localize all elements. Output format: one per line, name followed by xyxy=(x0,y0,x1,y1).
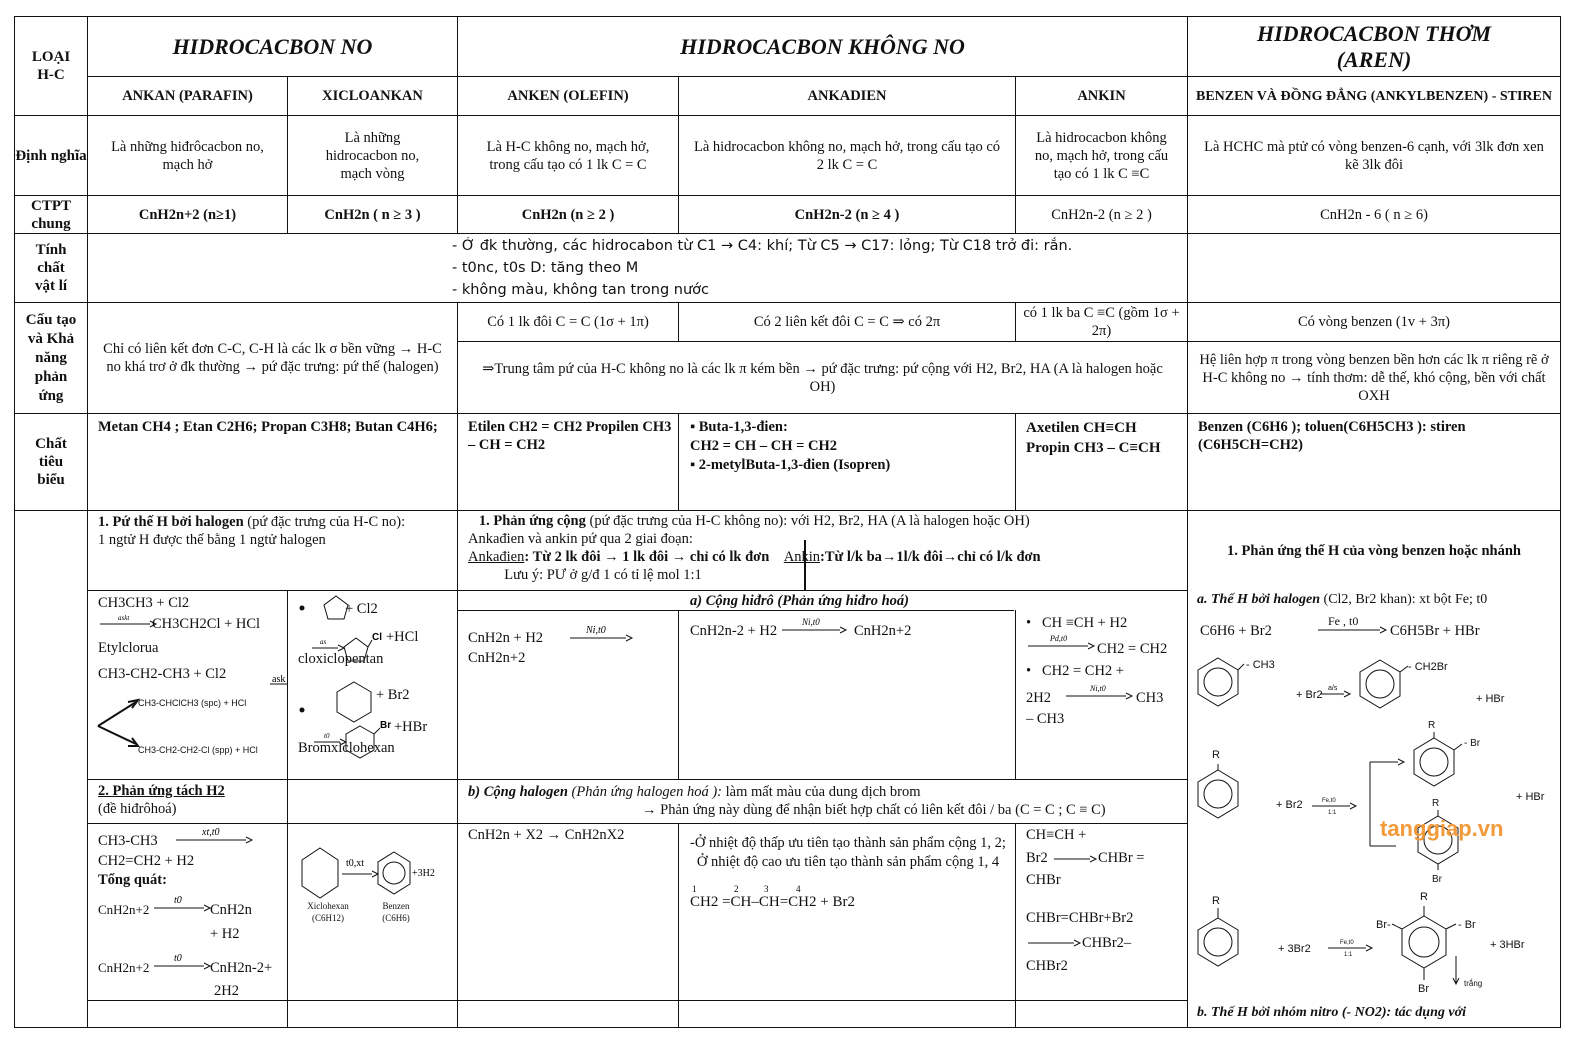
svg-text:+ HBr: + HBr xyxy=(1476,693,1505,705)
grid-line xyxy=(457,610,1014,611)
svg-text:1:1: 1:1 xyxy=(1328,810,1337,816)
grid-line xyxy=(287,590,288,1028)
grid-line xyxy=(14,233,1561,234)
def-ankadien: Là hidrocacbon không no, mạch hở, trong cấu tạo có 2 lk C = C xyxy=(693,138,1001,173)
svg-text:+ 3Br2: + 3Br2 xyxy=(1278,943,1311,955)
eq-tach-4: CnH2n+2 xyxy=(98,960,150,975)
eq-xiclo-3: cloxiclopentan xyxy=(298,651,384,667)
arrow-ankan-1 xyxy=(98,616,158,628)
svg-text:- Br: - Br xyxy=(1458,919,1476,931)
reaction-hydrogenation-title: a) Cộng hiđrô (Phản ứng hiđro hoá) xyxy=(690,593,909,609)
svg-text:1:1: 1:1 xyxy=(1344,952,1353,958)
svg-text:trắng: trắng xyxy=(1464,979,1483,988)
arrow-ankin-x2-2 xyxy=(1026,934,1082,948)
def-anken: Là H-C không no, mạch hở, trong cấu tạo có 1 lk C = C xyxy=(486,138,650,173)
typical-anken: Etilen CH2 = CH2 Propilen CH3 – CH = CH2 xyxy=(468,419,672,453)
eq-ankin-h2-1: • CH ≡CH + H2 xyxy=(1026,615,1128,631)
ctpt-ankan: CnH2n+2 (n≥1) xyxy=(138,206,237,223)
reaction-aromatic-substitution: 1. Phản ứng thế H của vòng benzen hoặc nhánh xyxy=(1227,542,1521,559)
svg-text:as: as xyxy=(320,638,327,646)
eq-ankadien-x2-eq: CH2 =CH–CH=CH2 + Br2 xyxy=(690,894,855,910)
row-label-dinh-nghia: Định nghĩa xyxy=(15,147,87,164)
eq-tach-3-h2: + H2 xyxy=(210,926,240,942)
eq-ankin-h2-6: – CH3 xyxy=(1026,711,1065,727)
group-hidrocacbon-no: HIDROCACBON NO xyxy=(172,33,373,59)
typical-ankin: Axetilen CH≡CH Propin CH3 – C≡CH xyxy=(1026,420,1161,456)
def-xicloankan: Là những hidrocacbon no, mạch vòng xyxy=(325,129,420,182)
group-hidrocacbon-khong-no: HIDROCACBON KHÔNG NO xyxy=(680,33,965,59)
def-ankin: Là hidrocacbon không no, mạch hở, trong cấu tạo có 1 lk C ≡C xyxy=(1034,129,1169,182)
svg-text:askt: askt xyxy=(118,614,130,622)
def-ankan: Là những hiđrôcacbon no, mạch hở xyxy=(111,138,264,173)
eq-xiclo-2: +HCl xyxy=(386,629,419,645)
grid-line xyxy=(678,413,679,511)
reaction-halogen-substitution: a. Thế H bởi halogen (Cl2, Br2 khan): xt bột Fe; t0 xyxy=(1197,592,1488,607)
structure-ankin: có 1 lk ba C ≡C (gồm 1σ + 2π) xyxy=(1023,305,1180,339)
eq-ankadien-h2-product: CnH2n+2 xyxy=(854,623,912,639)
grid-line xyxy=(1015,413,1016,511)
eq-ankan-6: CH3-CH2-CH2-Cl (spp) + HCl xyxy=(138,745,258,755)
svg-text:Br: Br xyxy=(1432,874,1442,885)
arrow-ankin-h2-2 xyxy=(1064,684,1134,700)
svg-text:t0: t0 xyxy=(174,895,182,906)
arrow-tach-1 xyxy=(174,826,254,844)
physical-line-1: - Ở đk thường, các hidrocabon từ C1 → C4: khí; Từ C5 → C17: lỏng; Từ C18 trở đi: rắn. xyxy=(452,238,1073,254)
svg-text:- CH3: - CH3 xyxy=(1246,659,1275,671)
eq-tach-3: CnH2n+2 xyxy=(98,902,150,917)
svg-text:Pd,t0: Pd,t0 xyxy=(1050,634,1068,643)
eq-tach-3-product: CnH2n xyxy=(210,902,252,918)
ctpt-anken: CnH2n (n ≥ 2 ) xyxy=(521,206,615,223)
svg-text:4: 4 xyxy=(796,884,801,894)
watermark: tanggiap.vn xyxy=(1380,816,1504,841)
typical-ankadien-3: ▪ 2-metylButa-1,3-đien (Isopren) xyxy=(690,457,891,473)
eq-ankan-1: CH3CH3 + Cl2 xyxy=(98,595,190,611)
group-hidrocacbon-thom: HIDROCACBON THƠM (AREN) xyxy=(1256,20,1492,72)
eq-tach-4-product: CnH2n-2+ xyxy=(210,960,273,976)
svg-text:+ 3HBr: + 3HBr xyxy=(1490,939,1525,951)
svg-text:Ni,t0: Ni,t0 xyxy=(802,617,820,627)
typical-benzen: Benzen (C6H6 ); toluen(C6H5CH3 ): stiren (C6H5CH=CH2) xyxy=(1198,419,1466,453)
svg-text:R: R xyxy=(1428,720,1436,731)
structure-benzen-general: Hệ liên hợp π trong vòng benzen bền hơn các lk π riêng rẽ ở H-C không no → tính thơm: dễ thế, khó cộng, bền với chất OXH xyxy=(1199,351,1549,404)
eq-ankan-3: Etylclorua xyxy=(98,640,159,656)
svg-text:Br-: Br- xyxy=(1376,919,1391,931)
svg-text:1: 1 xyxy=(692,884,697,894)
eq-xiclo-6: Bromxiclohexan xyxy=(298,740,395,756)
ctpt-xicloankan: CnH2n ( n ≥ 3 ) xyxy=(324,206,421,223)
arrow-tach-3 xyxy=(152,894,212,912)
col-benzen: BENZEN VÀ ĐỒNG ĐẲNG (ANKYLBENZEN) - STIREN xyxy=(1195,88,1552,104)
col-anken: ANKEN (OLEFIN) xyxy=(507,88,629,104)
svg-text:Fe,t0: Fe,t0 xyxy=(1322,798,1336,804)
svg-text:t0: t0 xyxy=(174,953,182,964)
reaction-addition-header: 1. Phản ứng cộng (pứ đặc trưng của H-C không no): với H2, Br2, HA (A là halogen hoặc OH) Ankađien và ankin pứ qua 2 giai đoạn: Ankađien: Từ 2 lk đôi → 1 lk đôi → chỉ có lk đơn Ankin:Từ l/k ba→1l/k đôi→chỉ có l/k đơn Lưu ý: PƯ ở g/đ 1 có tỉ lệ mol 1:1 xyxy=(468,513,1041,583)
svg-text:R: R xyxy=(1212,749,1220,761)
svg-text:+ HBr: + HBr xyxy=(1516,791,1545,803)
eq-ankin-h2-3: • CH2 = CH2 + xyxy=(1026,663,1124,679)
row-label-cau-tao: Cấu tạo và Khả năng phản ứng xyxy=(25,311,77,404)
col-ankadien: ANKADIEN xyxy=(807,88,887,104)
col-ankin: ANKIN xyxy=(1077,88,1126,104)
row-label-chat-tieu-bieu: Chất tiêu biểu xyxy=(35,436,67,488)
svg-text:R: R xyxy=(1432,798,1440,809)
ctpt-benzen: CnH2n - 6 ( n ≥ 6) xyxy=(1320,206,1428,223)
ctpt-ankin: CnH2n-2 (n ≥ 2 ) xyxy=(1051,206,1152,223)
physical-line-2: - t0nc, t0s D: tăng theo M xyxy=(452,260,639,276)
svg-text:R: R xyxy=(1420,891,1428,903)
typical-no: Metan CH4 ; Etan C2H6; Propan C3H8; Butan C4H6; xyxy=(98,419,438,435)
eq-ankin-x2-3: CHBr = xyxy=(1098,850,1145,866)
eq-tach-4-h2: 2H2 xyxy=(214,983,239,999)
arrow-anken-h2 xyxy=(568,624,634,642)
label-xiclohexan: Xiclohexan (C6H12) xyxy=(307,901,349,923)
eq-benzen-1-product: C6H5Br + HBr xyxy=(1390,623,1480,639)
svg-text:Fe,t0: Fe,t0 xyxy=(1340,940,1354,946)
svg-text:t0,xt: t0,xt xyxy=(346,858,365,869)
svg-text:3: 3 xyxy=(764,884,769,894)
grid-line xyxy=(1015,823,1016,1028)
structure-benzen: Có vòng benzen (1v + 3π) xyxy=(1297,314,1450,330)
arrow-ankadien-h2 xyxy=(780,616,848,634)
grid-line xyxy=(678,823,679,1028)
structure-khong-no-general: ⇒Trung tâm pứ của H-C không no là các lk π kém bền → pứ đặc trưng: pứ cộng với H2, Br2, HA (A là halogen hoặc OH) xyxy=(482,360,1163,395)
eq-ankin-x2-1: CH≡CH + xyxy=(1026,827,1087,843)
arrow-ankin-h2-1 xyxy=(1026,634,1096,650)
col-ankan: ANKAN (PARAFIN) xyxy=(122,88,253,104)
row-label-ctpt: CTPT chung xyxy=(30,197,71,232)
reaction-nitro-substitution: b. Thế H bởi nhóm nitro (- NO2): tác dụng với xyxy=(1197,1005,1466,1020)
eq-ankin-x2-7: CHBr2 xyxy=(1026,958,1068,974)
svg-text:- Br: - Br xyxy=(1464,738,1481,749)
grid-line xyxy=(14,413,1561,414)
svg-text:t0: t0 xyxy=(324,732,330,740)
eq-ankan-5: CH3-CHClCH3 (spc) + HCl xyxy=(138,698,247,708)
grid-line xyxy=(87,1000,1187,1001)
eq-anken-h2-product: CnH2n+2 xyxy=(468,650,526,666)
arrow-ankin-x2-1 xyxy=(1052,850,1098,864)
eq-ankan-4: CH3-CH2-CH3 + Cl2 xyxy=(98,666,227,682)
reaction-halogen-addition: b) Cộng halogen (Phản ứng halogen hoá ): làm mất màu của dung dịch brom → Phản ứng này dùng để nhận biết hợp chất có liên kết đôi / ba (C = C ; C ≡ C) xyxy=(468,784,1106,818)
physical-line-3: - không màu, không tan trong nước xyxy=(452,282,709,298)
header-loai: LOẠI H-C xyxy=(31,49,71,83)
grid-line xyxy=(1560,16,1561,1028)
eq-ankin-h2-4: 2H2 xyxy=(1026,690,1051,706)
eq-xiclo-4: + Br2 xyxy=(376,687,410,703)
typical-ankadien-1: ▪ Buta-1,3-đien: xyxy=(690,419,788,435)
benzene-structures xyxy=(1194,646,1560,1026)
row-label-tinh-chat: Tính chất vật lí xyxy=(34,242,68,294)
svg-text:- CH2Br: - CH2Br xyxy=(1408,661,1448,673)
eq-ankin-x2-6: CHBr2– xyxy=(1082,935,1132,951)
svg-text:2: 2 xyxy=(734,884,739,894)
col-xicloankan: XICLOANKAN xyxy=(322,88,423,104)
svg-text:a/s: a/s xyxy=(1328,685,1338,692)
ctpt-ankadien: CnH2n-2 (n ≥ 4 ) xyxy=(794,206,900,223)
svg-text:Cl: Cl xyxy=(372,632,382,643)
svg-text:+ Br2: + Br2 xyxy=(1276,799,1303,811)
eq-ankin-x2-2: Br2 xyxy=(1026,850,1048,866)
svg-text:ask: ask xyxy=(272,674,286,685)
grid-line xyxy=(1015,610,1016,780)
structure-anken: Có 1 lk đôi C = C (1σ + 1π) xyxy=(487,314,649,330)
eq-ankin-x2-5: CHBr=CHBr+Br2 xyxy=(1026,910,1134,926)
svg-text:Br: Br xyxy=(380,720,392,731)
structure-no: Chỉ có liên kết đơn C-C, C-H là các lk σ bền vững → H-C no khá trơ ở đk thường → pứ đặc trưng: pứ thế (halogen) xyxy=(103,341,442,375)
eq-xiclo-1: + Cl2 xyxy=(345,601,378,617)
eq-tach-1: CH3-CH3 xyxy=(98,833,158,849)
grid-line xyxy=(87,823,1187,824)
svg-text:xt,t0: xt,t0 xyxy=(202,827,220,838)
svg-text:Ni,t0: Ni,t0 xyxy=(1090,684,1106,693)
eq-tach-2: CH2=CH2 + H2 xyxy=(98,853,195,869)
def-benzen: Là HCHC mà ptử có vòng benzen-6 cạnh, với 3lk đơn xen kẽ 3lk đôi xyxy=(1204,138,1544,173)
eq-ankin-h2-5: CH3 xyxy=(1136,690,1164,706)
eq-anken-x2: CnH2n + X2 → CnH2nX2 xyxy=(468,827,625,843)
hydrocarbon-summary-table xyxy=(14,16,1561,1028)
eq-benzen-1: C6H6 + Br2 xyxy=(1200,623,1272,639)
label-benzen: Benzen (C6H6) xyxy=(382,901,410,923)
svg-text:R: R xyxy=(1212,895,1220,907)
svg-text:+3H2: +3H2 xyxy=(412,868,435,879)
eq-ankin-h2-2: CH2 = CH2 xyxy=(1097,641,1168,657)
eq-ankadien-x2: -Ở nhiệt độ thấp ưu tiên tạo thành sản phẩm cộng 1, 2; Ở nhiệt độ cao ưu tiên tạo thành sản phẩm cộng 1, 4 xyxy=(690,835,1006,870)
reaction-dehydrogenation: 2. Phản ứng tách H2 (đề hiđrôhoá) xyxy=(98,783,225,817)
eq-ankin-x2-4: CHBr xyxy=(1026,872,1061,888)
svg-text:+ Br2: + Br2 xyxy=(1296,689,1323,701)
eq-anken-h2: CnH2n + H2 xyxy=(468,630,544,646)
reaction-no-substitution: 1. Pứ thế H bởi halogen (pứ đặc trưng của H-C no): 1 ngtử H được thế bằng 1 ngtử halogen xyxy=(98,514,406,548)
eq-xiclo-5: +HBr xyxy=(394,719,428,735)
arrow-tach-4 xyxy=(152,952,212,970)
eq-ankan-2: CH3CH2Cl + HCl xyxy=(152,616,261,632)
typical-ankadien-2: CH2 = CH – CH = CH2 xyxy=(690,438,838,454)
grid-line xyxy=(14,1027,1561,1028)
eq-ankadien-h2: CnH2n-2 + H2 xyxy=(690,623,778,639)
structure-ankadien: Có 2 liên kết đôi C = C ⇒ có 2π xyxy=(753,314,941,330)
eq-benzen-cond: Fe , t0 xyxy=(1328,614,1359,628)
grid-line xyxy=(87,779,1187,780)
svg-text:Ni,t0: Ni,t0 xyxy=(586,625,606,636)
svg-text:Br: Br xyxy=(1418,983,1429,995)
eq-tach-general: Tổng quát: xyxy=(98,872,167,888)
grid-line xyxy=(678,610,679,780)
